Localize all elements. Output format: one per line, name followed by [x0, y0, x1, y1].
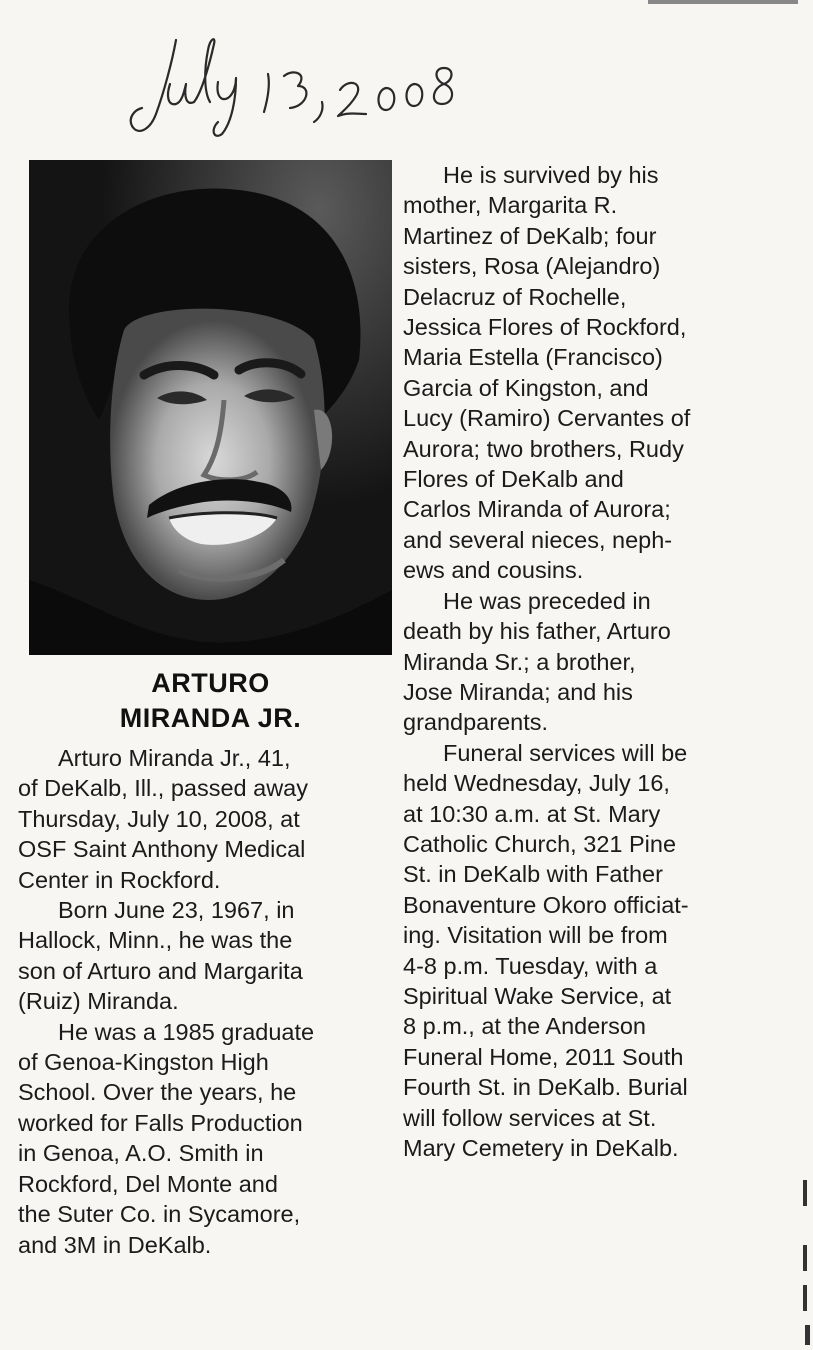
- obituary-name-line-2: MIRANDA JR.: [119, 703, 302, 733]
- paragraph-birth: [18, 895, 390, 1017]
- text-line: Jose Miranda; and his: [403, 678, 633, 705]
- text-line: and several nieces, neph-: [403, 526, 673, 553]
- text-line: Fourth St. in DeKalb. Burial: [403, 1074, 688, 1101]
- text-line: Aurora; two brothers, Rudy: [403, 435, 684, 462]
- text-line: of DeKalb, Ill., passed away: [18, 775, 308, 802]
- text-line: Thursday, July 10, 2008, at: [18, 805, 300, 832]
- text-line: mother, Margarita R.: [403, 192, 618, 219]
- text-line: 4-8 p.m. Tuesday, with a: [403, 952, 658, 979]
- text-line: (Ruiz) Miranda.: [18, 988, 179, 1015]
- text-line: in Genoa, A.O. Smith in: [18, 1140, 264, 1167]
- text-line: sisters, Rosa (Alejandro): [403, 253, 661, 280]
- text-line: Jessica Flores of Rockford,: [403, 314, 687, 341]
- text-line: Garcia of Kingston, and: [403, 374, 649, 401]
- text-line: Miranda Sr.; a brother,: [403, 648, 636, 675]
- text-line: Born June 23, 1967, in: [58, 897, 295, 924]
- text-line: OSF Saint Anthony Medical: [18, 836, 306, 863]
- text-line: St. in DeKalb with Father: [403, 861, 663, 888]
- text-line: held Wednesday, July 16,: [403, 770, 670, 797]
- paragraph-career: [18, 1017, 390, 1260]
- adjacent-column-fragments: [793, 0, 813, 1350]
- text-line: Funeral services will be: [443, 739, 688, 766]
- paragraph-services: [403, 738, 783, 1164]
- text-line: Bonaventure Okoro officiat-: [403, 891, 689, 918]
- text-line: of Genoa-Kingston High: [18, 1049, 269, 1076]
- text-line: worked for Falls Production: [18, 1109, 303, 1136]
- text-line: Rockford, Del Monte and: [18, 1170, 278, 1197]
- text-line: grandparents.: [403, 709, 549, 736]
- text-line: Funeral Home, 2011 South: [403, 1043, 684, 1070]
- portrait-photo: [29, 160, 392, 655]
- text-line: Flores of DeKalb and: [403, 466, 624, 493]
- text-line: at 10:30 a.m. at St. Mary: [403, 800, 661, 827]
- obituary-name-line-1: ARTURO: [151, 668, 270, 698]
- handwritten-date-ink: [118, 22, 478, 142]
- paragraph-death-notice: [18, 743, 390, 895]
- text-line: Maria Estella (Francisco): [403, 344, 663, 371]
- text-line: He was preceded in: [443, 587, 651, 614]
- text-line: He is survived by his: [443, 162, 659, 188]
- text-line: Catholic Church, 321 Pine: [403, 830, 677, 857]
- text-line: son of Arturo and Margarita: [18, 957, 303, 984]
- text-line: Hallock, Minn., he was the: [18, 927, 293, 954]
- text-line: ews and cousins.: [403, 557, 584, 584]
- paragraph-survivors: [403, 160, 783, 586]
- text-line: will follow services at St.: [403, 1104, 657, 1131]
- text-line: School. Over the years, he: [18, 1079, 297, 1106]
- handwritten-date: [118, 22, 478, 142]
- text-line: 8 p.m., at the Anderson: [403, 1013, 646, 1040]
- text-line: ing. Visitation will be from: [403, 922, 668, 949]
- obituary-right-column: [403, 160, 783, 1163]
- text-line: Delacruz of Rochelle,: [403, 283, 627, 310]
- text-line: Martinez of DeKalb; four: [403, 222, 657, 249]
- text-line: Carlos Miranda of Aurora;: [403, 496, 671, 523]
- portrait-image: [29, 160, 392, 655]
- text-line: Center in Rockford.: [18, 866, 221, 893]
- text-line: Spiritual Wake Service, at: [403, 982, 672, 1009]
- text-line: Lucy (Ramiro) Cervantes of: [403, 405, 691, 432]
- text-line: the Suter Co. in Sycamore,: [18, 1201, 301, 1228]
- text-line: and 3M in DeKalb.: [18, 1231, 212, 1258]
- paragraph-preceded: [403, 586, 783, 738]
- text-line: Mary Cemetery in DeKalb.: [403, 1135, 679, 1161]
- adjacent-clipping-edge: [640, 0, 813, 8]
- text-line: death by his father, Arturo: [403, 618, 671, 645]
- obituary-left-column: [18, 743, 390, 1260]
- text-line: He was a 1985 graduate: [58, 1018, 315, 1045]
- text-line: Arturo Miranda Jr., 41,: [58, 745, 291, 771]
